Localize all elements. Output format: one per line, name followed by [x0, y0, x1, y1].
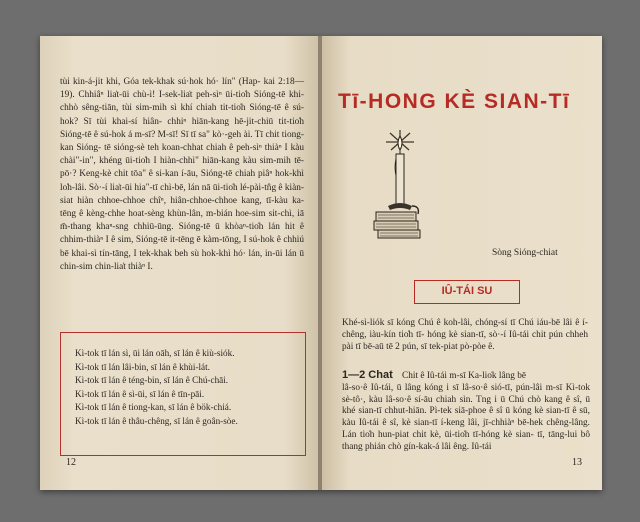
paragraph-line: hok-khì hó· lán, in-ūi lán ū chin-sim chin-lia̍t [60, 248, 304, 272]
paragraph-line: kai 2:18—19). Chhiâⁿ lia̍t-ūi chù-ì! I-sek-lia̍t peh-sìⁿ [60, 77, 304, 101]
paragraph-line: lán nā ūi-tio̍h lé-pài-tn̂g ê kiàn-siat hiàn chhoe-chhoe [60, 182, 304, 206]
intro-paragraph [342, 318, 588, 353]
left-page [40, 36, 318, 490]
paragraph-line: khaⁿ-sng chhiū-ūng. Sióng-tē ū khòaⁿ-tio̍h lán hit ê [96, 222, 304, 233]
box-line: Kì-tok tī lán lâi-bin, sī lán ê khùi-lát. [75, 361, 210, 372]
paragraph-line: chài"-in", khéng ūi-tio̍h I hiàn-chhì" hiān-kang kàu sim-mih [60, 156, 295, 167]
box-line: Kì-tok tī lán ê thâu-chêng, sī lán ê goân-sòe. [75, 415, 238, 426]
body-line: m-sī Kì-tok sè-tô·, kàu lâ-so·ê sí-āu chiah sìn. Tng i [342, 382, 590, 405]
box-line: Kì-tok tī lán sì, ūi lán oāh, sī lán ê kiù-siók. [75, 348, 235, 358]
body-line: sian-tī í-keng lâi, jī-chhiàⁿ bē-hek chêng-lâng. [414, 418, 591, 429]
paragraph-line: chhiⁿ hiān-kang hē-jit-chiū tit-tio̍h Sióng-tē ê sú-hok á [60, 116, 304, 140]
article-title: Tī-HONG KÈ SIAN-Tī [338, 90, 571, 113]
open-booklet [40, 36, 602, 490]
chapter-body [342, 370, 590, 454]
paragraph-line: chiah piâⁿ hok-khì lo̍h-lâi. Sò·-í lia̍t-ūi hia"-tī chì-bē, [60, 169, 304, 193]
paragraph-line: chhim-thiàⁿ I ê sim, Sióng-tē it-tēng ē kàm-tōng, [60, 235, 244, 246]
paragraph-line: tē-pō·? Keng-kè chit tōa" ê si-kan í-āu, Sióng-tē [60, 156, 304, 180]
paragraph-line: thiàⁿ I. [128, 261, 153, 272]
body-text [342, 383, 590, 454]
section-label: IÛ-TÁI SU [414, 280, 520, 304]
intro-line: hóng kè sian-tī, sò·-í Iû-tái chit pún chheh [427, 329, 588, 340]
body-line: ū Chú chò kang ê sî, ū khé sian-tī chhut-hiān. Pì-tek [342, 394, 590, 417]
intro-text [342, 318, 588, 353]
right-page [322, 36, 602, 490]
author-name: Sòng Sióng-chiat [492, 248, 558, 258]
body-line: lâ-so·ê Iû-tái, ū lâng kóng i sī lâ-so·ê sió-tī, pún-lâi [342, 382, 546, 393]
box-line: Kì-tok tī lán ê téng-bin, sī lán ê Chú-chāi. [75, 375, 229, 386]
intro-line: pài tī bē-aū tē 2 pún, sī tek-piat pò-pòe ê. [342, 341, 495, 352]
box-line: Kì-tok tī lán ê tiong-kan, sī lán ê bök-chiá. [75, 402, 232, 413]
intro-line: tī Chú iáu-bē lâi ê í-chêng, iàu-kín tio̍h tī- [342, 318, 588, 340]
paragraph-line: hoat-sèng khùn-lân, m-bián hoe-sim sit-chì, iā m̄-thang [60, 209, 304, 233]
paragraph-line: chiah tit-tio̍h Sióng-tē ê sú-hok? Sī tùi khai-sí hiân- [60, 103, 304, 127]
page-number-right: 13 [572, 457, 582, 468]
chapter-heading: 1—2 Chat [342, 369, 393, 381]
paragraph-line: tùi kin-á-jit khi, Góa tek-khak sú·hok hó· lín" (Hap- [60, 77, 264, 87]
paragraph-line: I sú-hok ê chhiú bē khai-sì tín-tāng, I tek-khak beh sù [60, 235, 304, 259]
intro-line: Khé-sì-liók sī kóng Chú ê koh-lâi, chóng-sí [342, 318, 511, 328]
paragraph-line: ūi-tio̍h Sióng-tē khi-chhò sêng-tiān, tùi sim-mih sì khí [60, 90, 305, 114]
body-line: tī, tāng-lui bô thang phián chò gín-kak-á lâi êng. Iû-tái [342, 429, 590, 452]
page-number-left: 12 [66, 457, 76, 468]
paragraph-line: chîⁿ, hiân-chhoe-chhoe kang, tī-kàu ka-tēng ê kèng-chhe [60, 195, 304, 220]
left-paragraph [60, 76, 304, 274]
scripture-box [60, 332, 306, 456]
paragraph-line: m-sī? M-sī! Sī tī sa" kò·-geh ài. Tī chit tiong-kan Sióng- [60, 129, 304, 154]
left-page-text [60, 76, 304, 274]
candle-illustration-icon [372, 128, 428, 240]
chapter-first-line [342, 370, 590, 383]
box-line: Kì-tok tī lán ê sì-ūi, sī lán ê tīn-pāi. [75, 388, 205, 399]
body-line: siā-phoe ê sî ū kóng kè sian-tī ê sū, kàu Iû-tái ê sî, kè [342, 406, 590, 429]
paragraph-line: tē sióng-sè teh koan-chhat chiah ê peh-sìⁿ thiàⁿ I kàu [104, 143, 304, 154]
body-first-line: Chit ê Iû-tái m-sī Ka-lio̍k lâng bē [402, 371, 526, 381]
body-line: Lán tio̍h hun-piat chit kè, ūi-tio̍h tī-hóng kè sian- [342, 429, 538, 440]
